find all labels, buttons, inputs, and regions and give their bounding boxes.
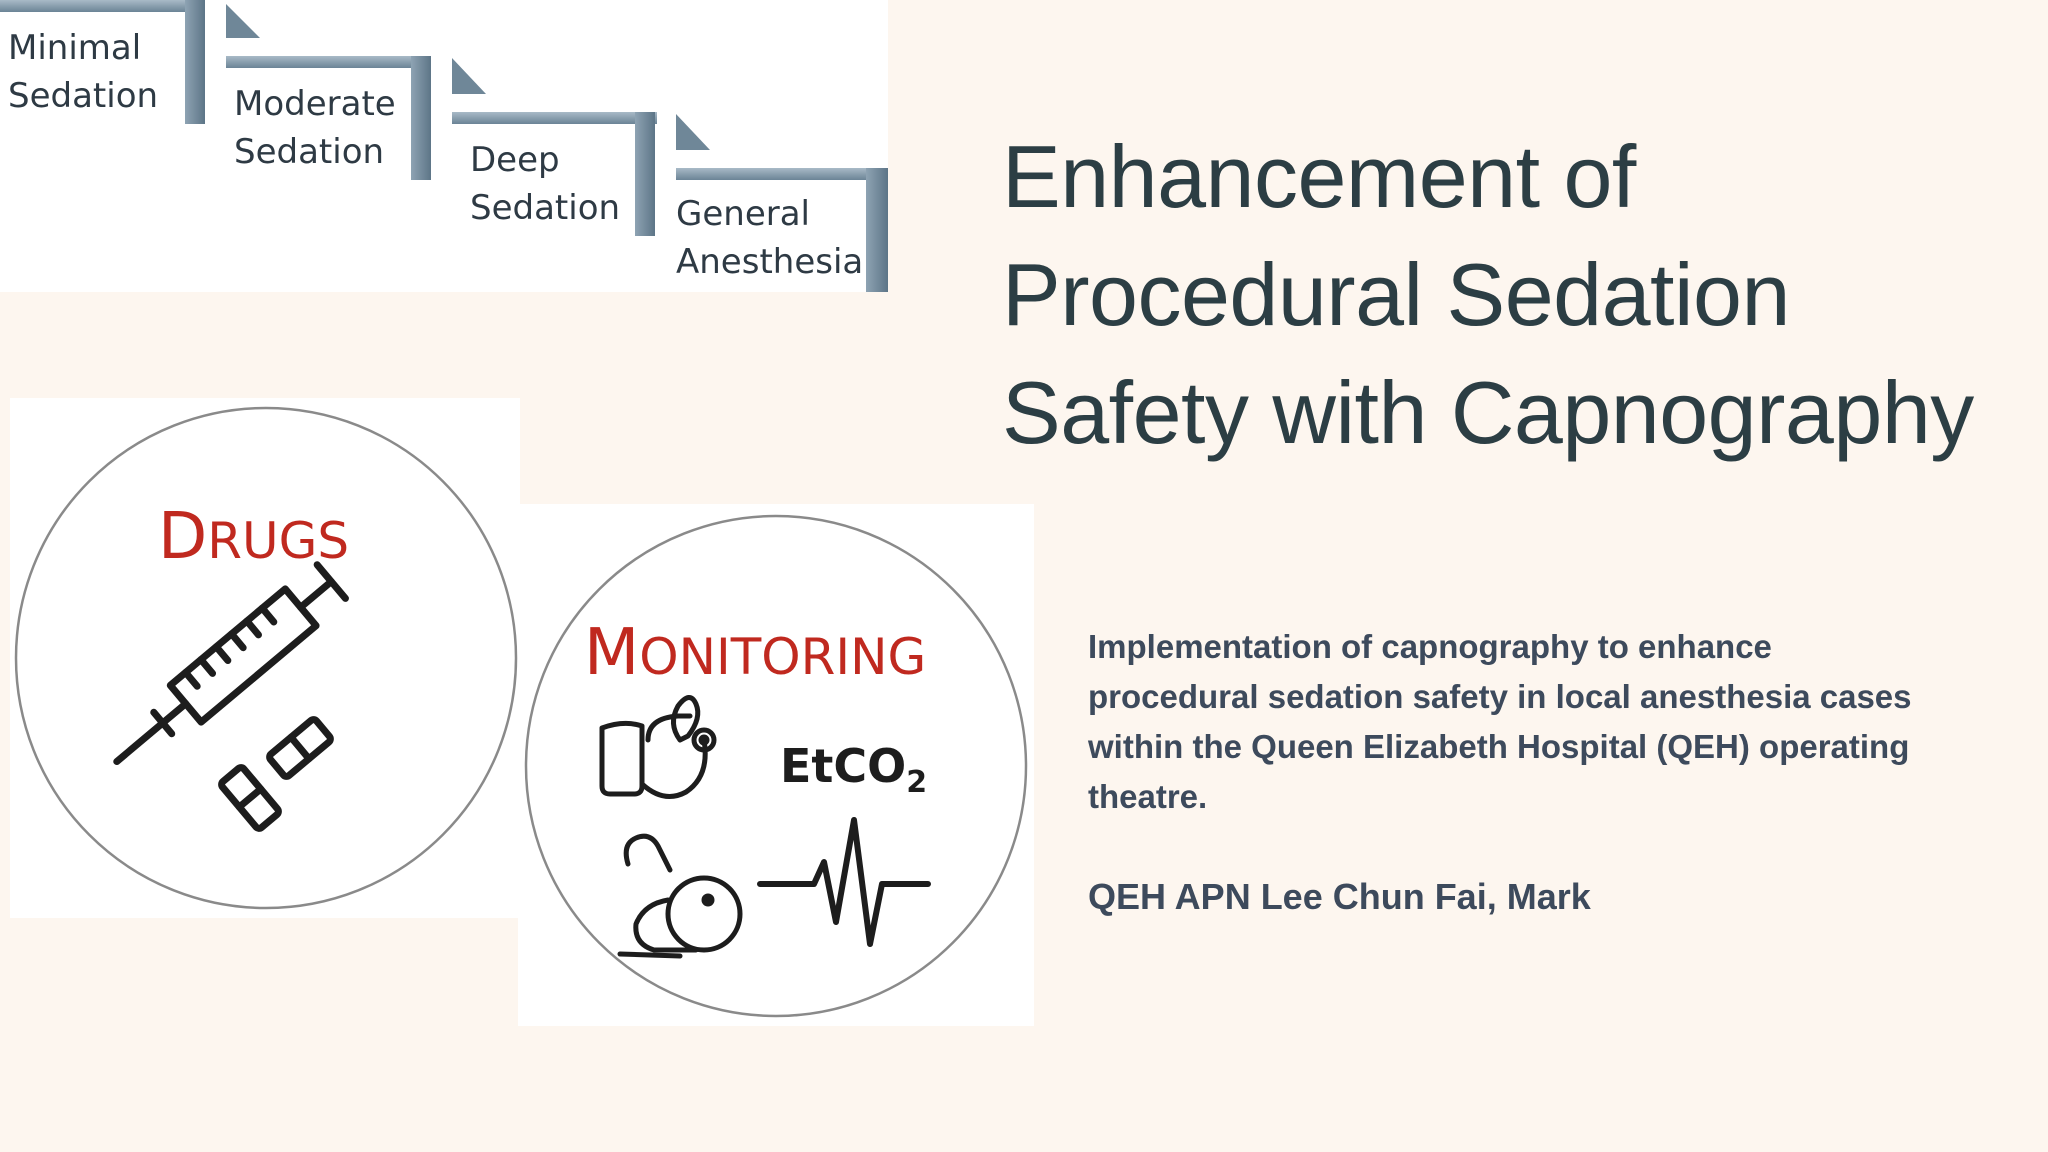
drugs-panel <box>10 398 520 918</box>
monitoring-panel <box>518 504 1034 1026</box>
step-arrow <box>452 58 486 94</box>
author-name: QEH APN Lee Chun Fai, Mark <box>1088 876 1591 917</box>
monitoring-heading: MONITORING <box>584 616 927 690</box>
step-label-minimal: Minimal Sedation <box>8 28 159 116</box>
drugs-heading: DRUGS <box>158 500 350 574</box>
step-arrow <box>226 4 260 38</box>
description-text: Implementation of capnography to enhance procedural sedation safety in local anesthesia cases within the Queen Elizabeth Hospital (QEH) operating theatre. <box>1088 628 1912 815</box>
step-label-deep: Deep Sedation <box>470 140 621 228</box>
step-arrow <box>676 114 710 150</box>
etco2-label: EtCO2 <box>780 739 928 800</box>
drugs-circle <box>16 408 516 908</box>
slide-title: Enhancement of Procedural Sedation Safety with Capnography <box>1002 127 1974 462</box>
step-label-general: General Anesthesia <box>676 194 864 282</box>
step-label-moderate: Moderate Sedation <box>234 84 396 172</box>
sedation-staircase <box>0 0 888 292</box>
